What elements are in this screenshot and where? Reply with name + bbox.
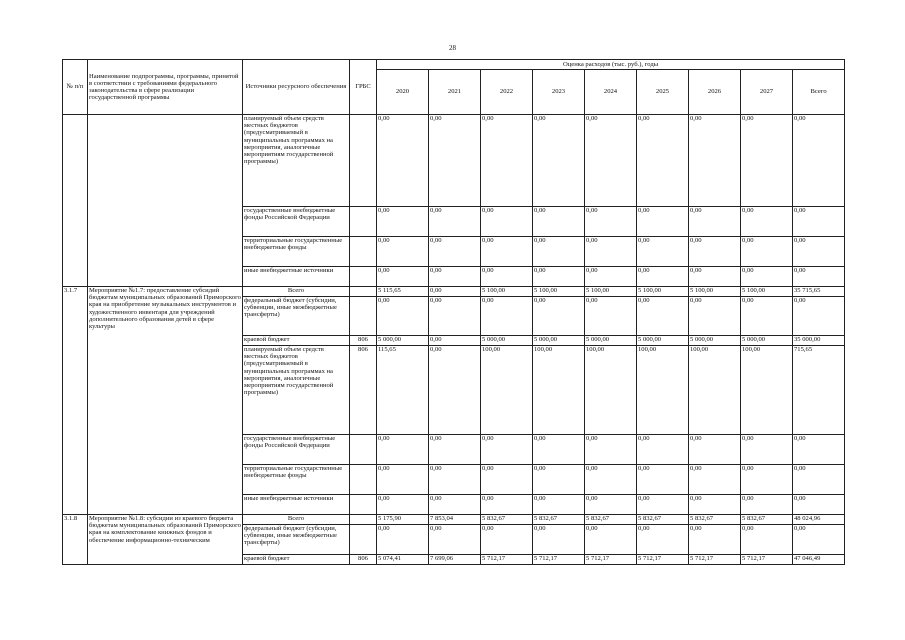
measure-name: Мероприятие №1.8: субсидии из краевого бюджета бюджетам муниципальных образований Приморского края на комплектование книжных фондов и обеспечение информационно-техническим bbox=[88, 515, 243, 565]
amount-cell: 0,00 bbox=[377, 297, 429, 336]
amount-cell: 0,00 bbox=[585, 495, 637, 515]
amount-cell: 35 715,65 bbox=[793, 287, 845, 297]
grbs-code: 806 bbox=[350, 336, 377, 346]
amount-cell: 0,00 bbox=[533, 297, 585, 336]
header-year: 2026 bbox=[689, 70, 741, 115]
amount-cell: 0,00 bbox=[481, 495, 533, 515]
amount-cell: 5 000,00 bbox=[481, 336, 533, 346]
budget-table bbox=[62, 59, 845, 565]
funding-source: федеральный бюджет (субсидии, субвенции, иные межбюджетные трансферты) bbox=[243, 525, 350, 555]
amount-cell: 0,00 bbox=[741, 435, 793, 465]
amount-cell: 0,00 bbox=[689, 525, 741, 555]
amount-cell: 0,00 bbox=[377, 465, 429, 495]
amount-cell: 0,00 bbox=[429, 115, 481, 207]
grbs-code bbox=[350, 207, 377, 237]
amount-cell: 0,00 bbox=[741, 465, 793, 495]
amount-cell: 0,00 bbox=[637, 115, 689, 207]
amount-cell: 0,00 bbox=[377, 525, 429, 555]
amount-cell: 0,00 bbox=[429, 525, 481, 555]
grbs-code bbox=[350, 435, 377, 465]
funding-source: Всего bbox=[243, 287, 350, 297]
funding-source: иные внебюджетные источники bbox=[243, 267, 350, 287]
grbs-code bbox=[350, 465, 377, 495]
measure-name: Мероприятие №1.7: предоставление субсидий бюджетам муниципальных образований Приморского края на приобретение музыкальных инструментов и художественного инвентаря для учреждений дополнительного образования детей в сфере культуры bbox=[88, 287, 243, 515]
amount-cell: 0,00 bbox=[481, 435, 533, 465]
header-year: 2023 bbox=[533, 70, 585, 115]
amount-cell: 0,00 bbox=[637, 525, 689, 555]
amount-cell: 0,00 bbox=[585, 435, 637, 465]
measure-name bbox=[88, 115, 243, 287]
amount-cell: 5 712,17 bbox=[533, 555, 585, 565]
amount-cell: 5 000,00 bbox=[377, 336, 429, 346]
header-num: № п/п bbox=[63, 60, 88, 115]
amount-cell: 5 832,67 bbox=[481, 515, 533, 525]
amount-cell: 5 000,00 bbox=[689, 336, 741, 346]
amount-cell: 0,00 bbox=[533, 495, 585, 515]
amount-cell: 0,00 bbox=[481, 267, 533, 287]
amount-cell: 5 100,00 bbox=[481, 287, 533, 297]
amount-cell: 5 074,41 bbox=[377, 555, 429, 565]
amount-cell: 5 175,90 bbox=[377, 515, 429, 525]
amount-cell: 0,00 bbox=[481, 115, 533, 207]
funding-source: планируемый объем средств местных бюджетов (предусматриваемый в муниципальных программах на мероприятия, аналогичные мероприятиям государственной программы) bbox=[243, 115, 350, 207]
funding-source: Всего bbox=[243, 515, 350, 525]
table-header bbox=[63, 60, 845, 115]
amount-cell: 0,00 bbox=[377, 267, 429, 287]
amount-cell: 0,00 bbox=[429, 207, 481, 237]
grbs-code: 806 bbox=[350, 346, 377, 435]
amount-cell: 0,00 bbox=[689, 297, 741, 336]
grbs-code bbox=[350, 515, 377, 525]
grbs-code bbox=[350, 287, 377, 297]
amount-cell: 0,00 bbox=[481, 297, 533, 336]
amount-cell: 100,00 bbox=[533, 346, 585, 435]
amount-cell: 0,00 bbox=[429, 287, 481, 297]
amount-cell: 100,00 bbox=[741, 346, 793, 435]
amount-cell: 0,00 bbox=[481, 465, 533, 495]
amount-cell: 0,00 bbox=[533, 115, 585, 207]
measure-number: 3.1.7 bbox=[63, 287, 88, 515]
amount-cell: 0,00 bbox=[533, 237, 585, 267]
funding-source: территориальные государственные внебюджетные фонды bbox=[243, 465, 350, 495]
amount-cell: 100,00 bbox=[481, 346, 533, 435]
amount-cell: 0,00 bbox=[533, 207, 585, 237]
amount-cell: 0,00 bbox=[585, 207, 637, 237]
header-year: 2024 bbox=[585, 70, 637, 115]
amount-cell: 5 100,00 bbox=[689, 287, 741, 297]
amount-cell: 100,00 bbox=[585, 346, 637, 435]
amount-cell: 0,00 bbox=[481, 525, 533, 555]
table-body bbox=[63, 115, 845, 565]
amount-cell: 47 046,49 bbox=[793, 555, 845, 565]
measure-number: 3.1.8 bbox=[63, 515, 88, 565]
amount-cell: 0,00 bbox=[533, 267, 585, 287]
amount-cell: 0,00 bbox=[793, 525, 845, 555]
grbs-code bbox=[350, 237, 377, 267]
amount-cell: 5 712,17 bbox=[637, 555, 689, 565]
amount-cell: 5 000,00 bbox=[637, 336, 689, 346]
header-year: 2027 bbox=[741, 70, 793, 115]
amount-cell: 5 832,67 bbox=[637, 515, 689, 525]
amount-cell: 100,00 bbox=[689, 346, 741, 435]
amount-cell: 0,00 bbox=[793, 435, 845, 465]
measure-number bbox=[63, 115, 88, 287]
table-row bbox=[63, 115, 845, 207]
amount-cell: 0,00 bbox=[429, 495, 481, 515]
amount-cell: 35 000,00 bbox=[793, 336, 845, 346]
header-source: Источники ресурсного обеспечения bbox=[243, 60, 350, 115]
funding-source: государственные внебюджетные фонды Российской Федерации bbox=[243, 435, 350, 465]
amount-cell: 7 853,04 bbox=[429, 515, 481, 525]
amount-cell: 0,00 bbox=[689, 435, 741, 465]
amount-cell: 0,00 bbox=[377, 495, 429, 515]
amount-cell: 5 000,00 bbox=[533, 336, 585, 346]
amount-cell: 0,00 bbox=[793, 267, 845, 287]
amount-cell: 0,00 bbox=[741, 297, 793, 336]
amount-cell: 0,00 bbox=[637, 435, 689, 465]
grbs-code bbox=[350, 525, 377, 555]
amount-cell: 0,00 bbox=[585, 525, 637, 555]
amount-cell: 100,00 bbox=[637, 346, 689, 435]
funding-source: иные внебюджетные источники bbox=[243, 495, 350, 515]
amount-cell: 5 712,17 bbox=[585, 555, 637, 565]
amount-cell: 0,00 bbox=[637, 297, 689, 336]
amount-cell: 715,65 bbox=[793, 346, 845, 435]
amount-cell: 0,00 bbox=[689, 267, 741, 287]
amount-cell: 5 832,67 bbox=[689, 515, 741, 525]
amount-cell: 0,00 bbox=[741, 115, 793, 207]
amount-cell: 5 712,17 bbox=[689, 555, 741, 565]
amount-cell: 0,00 bbox=[377, 115, 429, 207]
amount-cell: 5 832,67 bbox=[585, 515, 637, 525]
amount-cell: 0,00 bbox=[689, 495, 741, 515]
amount-cell: 5 100,00 bbox=[637, 287, 689, 297]
header-year: 2020 bbox=[377, 70, 429, 115]
amount-cell: 0,00 bbox=[793, 237, 845, 267]
funding-source: краевой бюджет bbox=[243, 555, 350, 565]
amount-cell: 0,00 bbox=[741, 525, 793, 555]
amount-cell: 5 712,17 bbox=[481, 555, 533, 565]
grbs-code bbox=[350, 297, 377, 336]
amount-cell: 7 699,06 bbox=[429, 555, 481, 565]
table-row bbox=[63, 515, 845, 525]
amount-cell: 0,00 bbox=[637, 465, 689, 495]
funding-source: краевой бюджет bbox=[243, 336, 350, 346]
page-number: 28 bbox=[449, 44, 456, 52]
amount-cell: 0,00 bbox=[585, 267, 637, 287]
funding-source: федеральный бюджет (субсидии, субвенции, иные межбюджетные трансферты) bbox=[243, 297, 350, 336]
header-year: 2025 bbox=[637, 70, 689, 115]
amount-cell: 0,00 bbox=[429, 267, 481, 287]
amount-cell: 5 100,00 bbox=[741, 287, 793, 297]
funding-source: территориальные государственные внебюджетные фонды bbox=[243, 237, 350, 267]
amount-cell: 5 000,00 bbox=[585, 336, 637, 346]
amount-cell: 5 712,17 bbox=[741, 555, 793, 565]
header-expenses-title: Оценка расходов (тыс. руб.), годы bbox=[377, 60, 845, 70]
amount-cell: 0,00 bbox=[585, 297, 637, 336]
grbs-code bbox=[350, 267, 377, 287]
amount-cell: 0,00 bbox=[741, 267, 793, 287]
table-row bbox=[63, 287, 845, 297]
amount-cell: 0,00 bbox=[689, 207, 741, 237]
amount-cell: 0,00 bbox=[637, 207, 689, 237]
amount-cell: 0,00 bbox=[533, 435, 585, 465]
amount-cell: 0,00 bbox=[637, 267, 689, 287]
amount-cell: 0,00 bbox=[377, 237, 429, 267]
amount-cell: 48 024,96 bbox=[793, 515, 845, 525]
amount-cell: 0,00 bbox=[429, 237, 481, 267]
amount-cell: 5 100,00 bbox=[533, 287, 585, 297]
amount-cell: 0,00 bbox=[585, 465, 637, 495]
amount-cell: 0,00 bbox=[793, 115, 845, 207]
amount-cell: 0,00 bbox=[793, 465, 845, 495]
amount-cell: 0,00 bbox=[793, 207, 845, 237]
amount-cell: 0,00 bbox=[741, 207, 793, 237]
amount-cell: 0,00 bbox=[689, 115, 741, 207]
header-year: Всего bbox=[793, 70, 845, 115]
grbs-code: 806 bbox=[350, 555, 377, 565]
amount-cell: 115,65 bbox=[377, 346, 429, 435]
amount-cell: 0,00 bbox=[481, 237, 533, 267]
amount-cell: 0,00 bbox=[533, 465, 585, 495]
header-year: 2021 bbox=[429, 70, 481, 115]
funding-source: государственные внебюджетные фонды Российской Федерации bbox=[243, 207, 350, 237]
amount-cell: 0,00 bbox=[429, 346, 481, 435]
amount-cell: 0,00 bbox=[377, 435, 429, 465]
amount-cell: 5 832,67 bbox=[741, 515, 793, 525]
amount-cell: 0,00 bbox=[585, 115, 637, 207]
amount-cell: 0,00 bbox=[429, 465, 481, 495]
amount-cell: 0,00 bbox=[689, 237, 741, 267]
amount-cell: 5 100,00 bbox=[585, 287, 637, 297]
header-name: Наименование подпрограммы, программы, принятой в соответствии с требованиями федерального законодательства в сфере реализации государственной программы bbox=[88, 60, 243, 115]
grbs-code bbox=[350, 495, 377, 515]
amount-cell: 0,00 bbox=[741, 237, 793, 267]
amount-cell: 0,00 bbox=[429, 297, 481, 336]
amount-cell: 0,00 bbox=[637, 237, 689, 267]
amount-cell: 0,00 bbox=[741, 495, 793, 515]
grbs-code bbox=[350, 115, 377, 207]
amount-cell: 0,00 bbox=[377, 207, 429, 237]
amount-cell: 0,00 bbox=[637, 495, 689, 515]
amount-cell: 0,00 bbox=[585, 237, 637, 267]
amount-cell: 0,00 bbox=[793, 495, 845, 515]
amount-cell: 5 000,00 bbox=[741, 336, 793, 346]
amount-cell: 0,00 bbox=[429, 336, 481, 346]
amount-cell: 0,00 bbox=[793, 297, 845, 336]
amount-cell: 0,00 bbox=[429, 435, 481, 465]
amount-cell: 5 115,65 bbox=[377, 287, 429, 297]
header-grbs: ГРБС bbox=[350, 60, 377, 115]
header-year: 2022 bbox=[481, 70, 533, 115]
amount-cell: 5 832,67 bbox=[533, 515, 585, 525]
amount-cell: 0,00 bbox=[481, 207, 533, 237]
amount-cell: 0,00 bbox=[689, 465, 741, 495]
funding-source: планируемый объем средств местных бюджетов (предусматриваемый в муниципальных программах на мероприятия, аналогичные мероприятиям государственной программы) bbox=[243, 346, 350, 435]
amount-cell: 0,00 bbox=[533, 525, 585, 555]
